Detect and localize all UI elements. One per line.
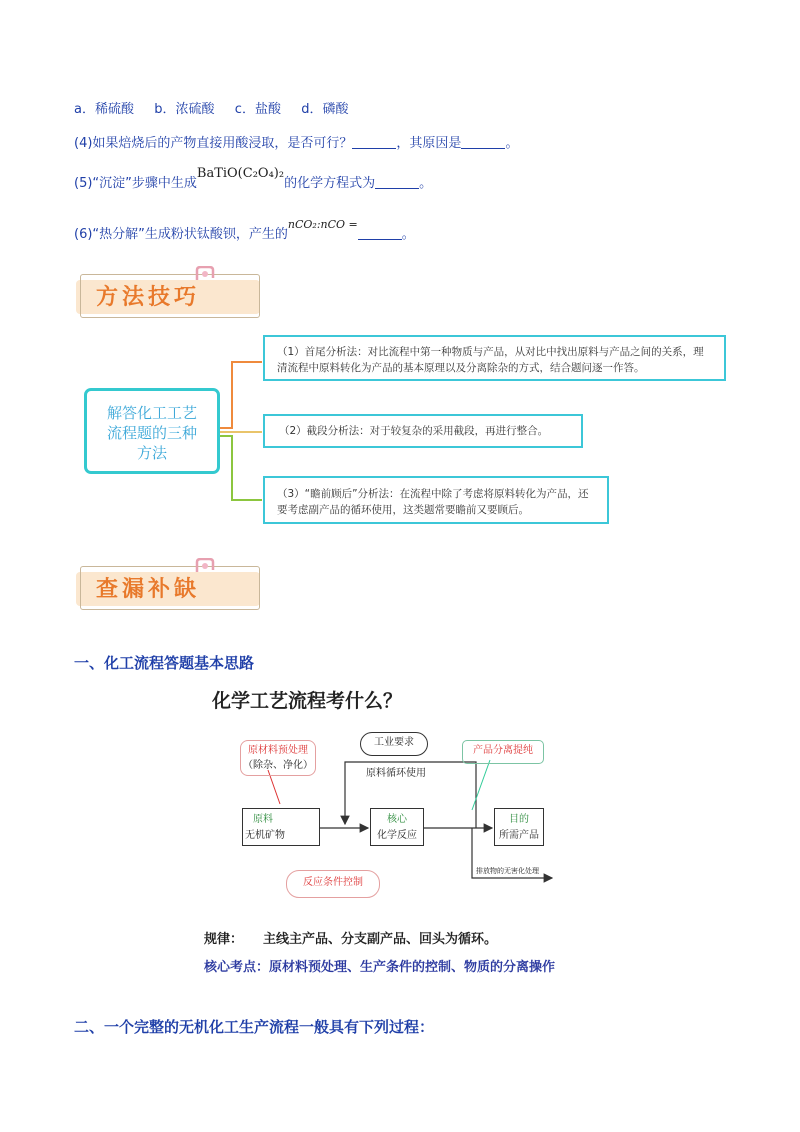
method-3-box xyxy=(263,476,609,524)
pretreat-label: 原材料预处理 xyxy=(248,745,308,756)
rule-text: 主线主产品、分支副产品、回头为循环。 xyxy=(263,932,498,947)
gaps-banner xyxy=(76,558,266,614)
diagram-title: 化学工艺流程考什么？ xyxy=(212,690,403,712)
recycle-label: 原料循环使用 xyxy=(366,768,426,779)
core-points-line xyxy=(204,956,555,975)
question-5 xyxy=(74,166,433,191)
heading-complete-process: 二、一个完整的无机化工生产流程一般具有下列过程： xyxy=(74,1018,435,1036)
method-1-box xyxy=(263,335,726,381)
industry-cloud xyxy=(360,732,428,756)
option-d: d．磷酸 xyxy=(301,102,349,117)
options-line xyxy=(74,98,349,117)
option-a: a．稀硫酸 xyxy=(74,102,134,117)
answer-blank[interactable] xyxy=(375,175,419,189)
answer-blank[interactable] xyxy=(352,135,396,149)
methods-center-node xyxy=(84,388,220,474)
branch-3-line xyxy=(220,436,262,500)
method-1-text: （1）首尾分析法：对比流程中第一种物质与产品，从对比中找出原料与产品之间的关系，理清流程中原料转化为产品的基本原理以及分离除杂的方式，结合题问逐一作答。 xyxy=(277,346,704,374)
answer-blank[interactable] xyxy=(358,226,402,240)
flow-lines xyxy=(200,684,600,904)
formula-barium-titanyl-oxalate: BaTiO(C₂O₄)₂ xyxy=(196,166,285,181)
method-2-text: （2）截段分析法：对于较复杂的采用截段，再进行整合。 xyxy=(279,425,549,437)
center-line-2: 流程题的三种 xyxy=(106,424,197,442)
pretreat-sub: （除杂、净化） xyxy=(243,760,313,771)
goal-box xyxy=(494,808,544,846)
formula-mole-ratio: nCO₂:nCO = xyxy=(287,218,358,231)
callout-separation-tail xyxy=(472,760,490,810)
industry-label: 工业要求 xyxy=(374,737,414,748)
center-line-3: 方法 xyxy=(136,444,167,462)
rule-label: 规律： xyxy=(204,932,244,947)
center-line-1: 解答化工工艺 xyxy=(106,404,197,422)
heading-basic-approach: 一、化工流程答题基本思路 xyxy=(74,654,255,672)
waste-label: 排放物的无害化处理 xyxy=(476,867,539,875)
question-6 xyxy=(74,218,415,242)
question-6-end: 。 xyxy=(401,227,415,242)
flow-diagram xyxy=(200,684,600,904)
conditions-label: 反应条件控制 xyxy=(303,877,363,888)
answer-blank[interactable] xyxy=(461,135,505,149)
method-3-text: （3）“瞻前顾后”分析法：在流程中除了考虑将原料转化为产品，还要考虑副产品的循环使用，这类题常要瞻前又要顾后。 xyxy=(277,488,589,516)
core-reaction-box xyxy=(370,808,424,846)
raw-material-box xyxy=(242,808,320,846)
option-b: b．浓硫酸 xyxy=(154,102,215,117)
question-4-text: (4)如果焙烧后的产物直接用酸浸取，是否可行？ xyxy=(74,136,353,151)
goal-sub: 所需产品 xyxy=(499,830,539,841)
question-5-after: 的化学方程式为 xyxy=(284,176,376,191)
methods-banner xyxy=(76,266,266,322)
core-points-text: 原材料预处理、生产条件的控制、物质的分离操作 xyxy=(269,960,556,975)
method-2-box xyxy=(263,414,583,448)
question-5-before: (5)“沉淀”步骤中生成 xyxy=(74,176,197,191)
raw-sub: 无机矿物 xyxy=(245,830,285,841)
question-5-end: 。 xyxy=(419,176,433,191)
branch-1-line xyxy=(220,362,262,428)
option-c: c．盐酸 xyxy=(234,102,281,117)
question-4-mid: ，其原因是 xyxy=(396,136,462,151)
question-4-end: 。 xyxy=(505,136,519,151)
question-6-before: (6)“热分解”生成粉状钛酸钡，产生的 xyxy=(74,227,288,242)
methods-banner-title: 方法技巧 xyxy=(96,284,201,310)
gaps-banner-title: 查漏补缺 xyxy=(96,576,201,602)
separation-label: 产品分离提纯 xyxy=(473,745,533,756)
core-sub: 化学反应 xyxy=(377,830,417,841)
raw-label: 原料 xyxy=(253,814,273,825)
pretreat-callout xyxy=(240,740,316,776)
core-label: 核心 xyxy=(387,814,407,825)
rule-line xyxy=(204,928,497,947)
separation-callout xyxy=(462,740,544,764)
question-4 xyxy=(74,132,518,151)
goal-label: 目的 xyxy=(509,814,529,825)
core-points-label: 核心考点： xyxy=(204,960,270,975)
conditions-cloud xyxy=(286,870,380,898)
